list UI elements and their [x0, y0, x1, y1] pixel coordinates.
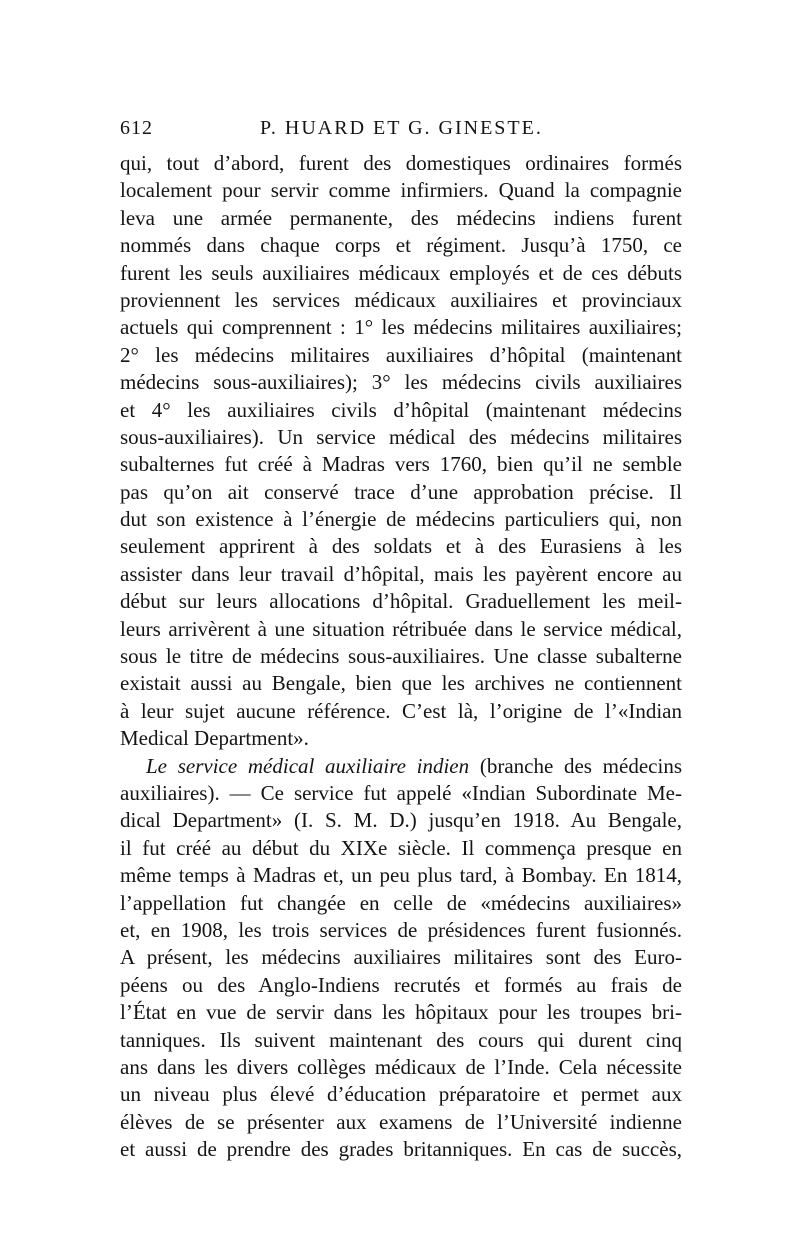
text-line: même temps à Madras et, un peu plus tard, à Bombay. En 1814, — [120, 863, 682, 888]
text-line: il fut créé au début du XIXe siècle. Il commença presque en — [120, 835, 682, 860]
running-title: P. HUARD ET G. GINESTE. — [260, 117, 543, 139]
text-line: subalternes fut créé à Madras vers 1760, bien qu’il ne semble — [120, 452, 682, 477]
text-line: l’État en vue de servir dans les hôpitaux pour les troupes bri- — [120, 1000, 682, 1025]
text-line: furent les seuls auxiliaires médicaux employés et de ces débuts — [120, 260, 682, 285]
text-line: 2° les médecins militaires auxiliaires d’hôpital (maintenant — [120, 342, 682, 367]
text-line: pas qu’on ait conservé trace d’une approbation précise. Il — [120, 479, 682, 504]
text-line: et, en 1908, les trois services de présidences furent fusionnés. — [120, 917, 682, 942]
text-line: leurs arrivèrent à une situation rétribuée dans le service médical, — [120, 616, 682, 641]
text-line: l’appellation fut changée en celle de «médecins auxiliaires» — [120, 890, 682, 915]
text-line: et aussi de prendre des grades britanniques. En cas de succès, — [120, 1137, 682, 1162]
text-line: leva une armée permanente, des médecins indiens furent — [120, 205, 682, 230]
text-line: début sur leurs allocations d’hôpital. Graduellement les meil- — [120, 589, 682, 614]
body-text — [120, 150, 682, 1163]
page-header — [120, 117, 682, 145]
text-line: et 4° les auxiliaires civils d’hôpital (maintenant médecins — [120, 397, 682, 422]
section-heading: Le service médical auxiliaire indien — [146, 753, 470, 778]
text-line: sous le titre de médecins sous-auxiliaires. Une classe subalterne — [120, 644, 682, 669]
text-line: péens ou des Anglo-Indiens recrutés et formés au frais de — [120, 972, 682, 997]
text-line: élèves de se présenter aux examens de l’Université indienne — [120, 1109, 682, 1134]
text-line: un niveau plus élevé d’éducation préparatoire et permet aux — [120, 1082, 682, 1107]
text-line: proviennent les services médicaux auxiliaires et provinciaux — [120, 287, 682, 312]
text-line: auxiliaires). — Ce service fut appelé «Indian Subordinate Me- — [120, 780, 682, 805]
text-line: dical Department» (I. S. M. D.) jusqu’en 1918. Au Bengale, — [120, 808, 682, 833]
text-line: sous-auxiliaires). Un service médical des médecins militaires — [120, 424, 682, 449]
text-line: dut son existence à l’énergie de médecins particuliers qui, non — [120, 507, 682, 532]
text-line: médecins sous-auxiliaires); 3° les médecins civils auxiliaires — [120, 370, 682, 395]
paragraph-opening-line — [120, 753, 682, 780]
text-line: actuels qui comprennent : 1° les médecins militaires auxiliaires; — [120, 315, 682, 340]
text-line: localement pour servir comme infirmiers. Quand la compagnie — [120, 178, 682, 203]
text-line: Medical Department». — [120, 726, 309, 751]
text-line: qui, tout d’abord, furent des domestiques ordinaires formés — [120, 151, 682, 175]
text-line: tanniques. Ils suivent maintenant des cours qui durent cinq — [120, 1027, 682, 1052]
text-line: ans dans les divers collèges médicaux de l’Inde. Cela nécessite — [120, 1054, 682, 1079]
text-fragment: (branche des médecins — [469, 753, 682, 778]
text-line: A présent, les médecins auxiliaires militaires sont des Euro- — [120, 945, 682, 970]
text-line: à leur sujet aucune référence. C’est là, l’origine de l’«Indian — [120, 698, 682, 723]
text-line: existait aussi au Bengale, bien que les archives ne contiennent — [120, 671, 682, 696]
text-line: nommés dans chaque corps et régiment. Jusqu’à 1750, ce — [120, 233, 682, 258]
text-line: seulement apprirent à des soldats et à des Eurasiens à les — [120, 534, 682, 559]
page-number: 612 — [120, 117, 153, 139]
text-line: assister dans leur travail d’hôpital, mais les payèrent encore au — [120, 561, 682, 586]
